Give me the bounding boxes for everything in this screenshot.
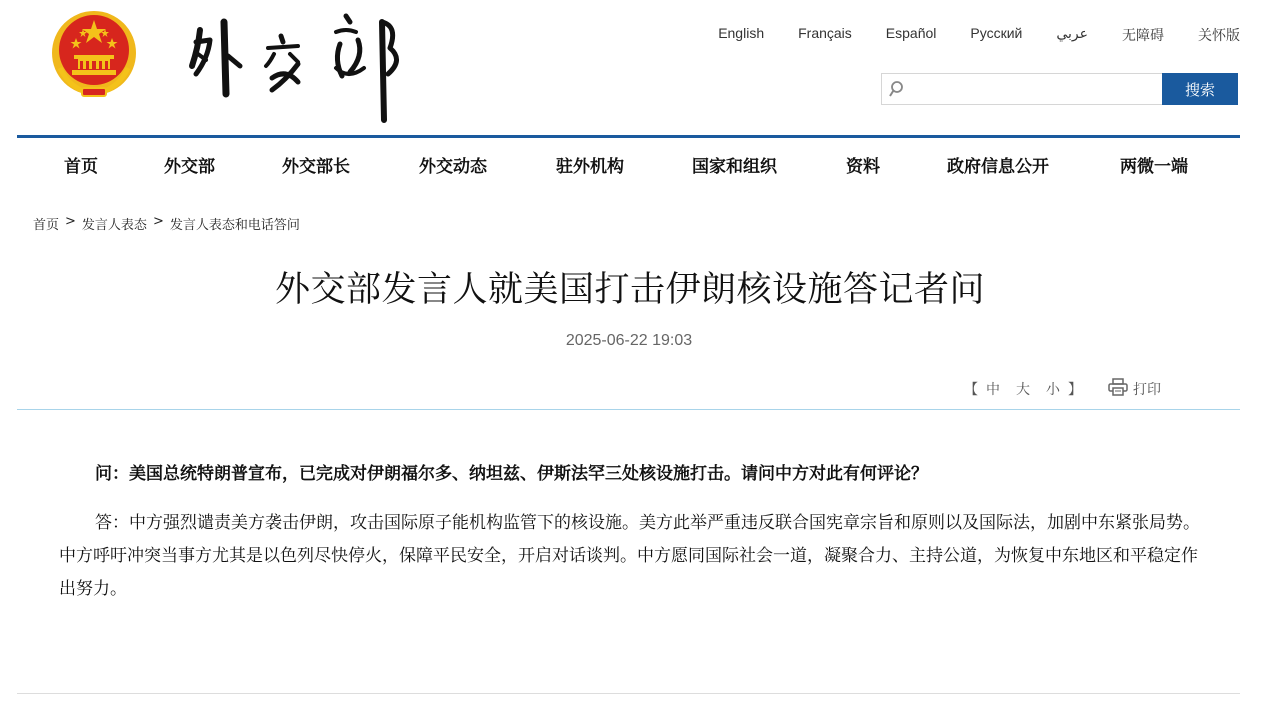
bracket-close: 】	[1068, 382, 1082, 398]
article-answer: 答：中方强烈谴责美方袭击伊朗，攻击国际原子能机构监管下的核设施。美方此举严重违反联合国宪章宗旨和原则以及国际法，加剧中东紧张局势。中方呼吁冲突当事方尤其是以色列尽快停火，保障平民安全，开启对话谈判。中方愿同国际社会一道，凝聚合力、主持公道，为恢复中东地区和平稳定作出努力。	[59, 513, 1200, 599]
search-input[interactable]	[910, 75, 1162, 103]
lang-english-link[interactable]: English	[718, 25, 765, 41]
breadcrumb-current[interactable]: 发言人表态和电话答问	[169, 218, 300, 233]
article-date: 2025-06-22 19:03	[565, 332, 693, 349]
breadcrumb-separator: >	[152, 214, 164, 229]
nav-item-gov-info-disclosure[interactable]: 政府信息公开	[947, 157, 1049, 177]
ministry-calligraphy-logo[interactable]	[186, 8, 412, 126]
national-emblem-logo[interactable]	[50, 8, 138, 100]
nav-item-minister[interactable]: 外交部长	[282, 157, 350, 177]
breadcrumb-separator: >	[65, 214, 76, 229]
footer-divider	[17, 693, 1240, 694]
nav-item-countries-orgs[interactable]: 国家和组织	[692, 157, 777, 177]
content-divider	[17, 409, 1240, 410]
font-size-medium[interactable]: 中	[986, 382, 1000, 398]
lang-arabic-link[interactable]: عربي	[1056, 25, 1088, 41]
nav-item-home[interactable]: 首页	[64, 157, 98, 177]
language-bar	[684, 25, 1240, 45]
bracket-open: 【	[964, 382, 978, 398]
breadcrumb-home[interactable]: 首页	[33, 218, 60, 233]
search-icon	[882, 74, 910, 104]
font-size-control	[964, 379, 1082, 399]
article-body	[59, 458, 1201, 622]
main-nav	[17, 138, 1240, 186]
nav-item-diplomatic-news[interactable]: 外交动态	[419, 157, 487, 177]
search-box	[881, 73, 1162, 105]
nav-item-social-media[interactable]: 两微一端	[1120, 157, 1188, 177]
breadcrumb	[33, 214, 300, 233]
elderly-care-version-link[interactable]: 关怀版	[1198, 27, 1240, 43]
article-title: 外交部发言人就美国打击伊朗核设施答记者问	[274, 270, 985, 310]
search-button[interactable]: 搜索	[1162, 73, 1238, 105]
nav-item-ministry[interactable]: 外交部	[164, 157, 215, 177]
font-size-large[interactable]: 大	[1016, 382, 1030, 398]
accessibility-link[interactable]: 无障碍	[1122, 27, 1164, 43]
article-question: 问：美国总统特朗普宣布，已完成对伊朗福尔多、纳坦兹、伊斯法罕三处核设施打击。请问中方对此有何评论？	[95, 464, 928, 484]
font-size-small[interactable]: 小	[1046, 382, 1060, 398]
print-label: 打印	[1133, 382, 1161, 398]
lang-french-link[interactable]: Français	[798, 25, 852, 41]
lang-russian-link[interactable]: Русский	[970, 25, 1023, 41]
nav-item-materials[interactable]: 资料	[846, 157, 880, 177]
lang-spanish-link[interactable]: Español	[885, 25, 937, 41]
printer-icon	[1108, 378, 1128, 400]
print-button[interactable]	[1108, 379, 1161, 399]
breadcrumb-spokesperson[interactable]: 发言人表态	[81, 218, 147, 233]
search-bar	[881, 73, 1239, 105]
nav-item-missions-abroad[interactable]: 驻外机构	[556, 157, 624, 177]
